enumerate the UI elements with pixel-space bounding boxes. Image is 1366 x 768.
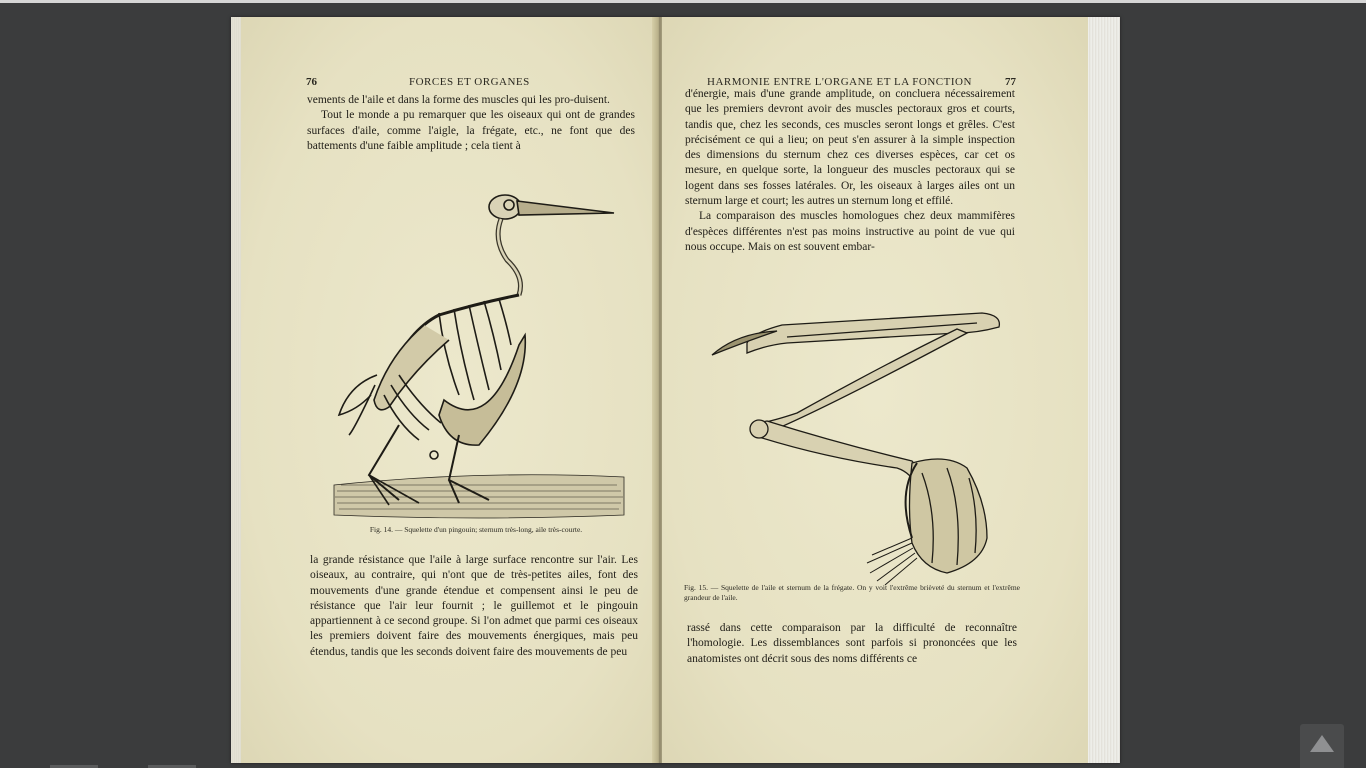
running-head: FORCES ET ORGANES [409,76,530,88]
paragraph: d'énergie, mais d'une grande amplitude, on concluera nécessairement que les premiers devront avoir des muscles pectoraux gros et courts, tandis que, chez les seconds, ces muscles seront longs et grêles. C'est précisément ce qui a lieu; on peut s'en assurer à la simple inspection des dimensions du sternum chez ces diverses espèces, car cet os mesure, en quelque sorte, la longueur des muscles pectoraux qui se logent dans ses fosses latérales. Or, les oiseaux à larges ailes ont un sternum large et court; les autres un sternum long et effilé. [685,88,1015,208]
figure-caption: Fig. 15. — Squelette de l'aile et sternum de la frégate. On y voit l'extrême brièveté du sternum et l'extrême grandeur de l'aile. [684,583,1020,602]
page-number: 76 [306,76,317,88]
paragraph: vements de l'aile et dans la forme des muscles qui les pro-duisent. [307,94,610,106]
text-bottom: rassé dans cette comparaison par la difficulté de reconnaître l'homologie. Les dissemblances sont parfois si prononcées que les anatomistes ont décrit sous des noms différents ce [687,622,1017,665]
page-edges-left [231,17,241,763]
figure-caption: Fig. 14. — Squelette d'un pingouin; sternum très-long, aile très-courte. [369,525,583,534]
right-page[interactable] [662,17,1088,763]
frigate-wing-skeleton-figure [707,293,1007,589]
paragraph: Tout le monde a pu remarquer que les oiseaux qui ont de grandes surfaces d'aile, comme l'aigle, la frégate, etc., ne font que des battements d'une faible amplitude ; cela tient à [307,109,635,152]
page-number: 77 [1005,76,1016,88]
scroll-to-top-button[interactable] [1300,724,1344,768]
left-page[interactable] [241,17,662,763]
paragraph: La comparaison des muscles homologues chez deux mammifères d'espèces différentes n'est pas moins instructive au point de vue qui nous occupe. Mais on est souvent embar- [685,210,1015,253]
text-top [307,93,635,154]
triangle-up-icon [1310,735,1334,752]
penguin-skeleton-figure [329,185,629,523]
text-bottom: la grande résistance que l'aile à large surface rencontre sur l'air. Les oiseaux, au contraire, qui n'ont que de très-petites ailes, font des mouvements d'une grande étendue et compensent ainsi le peu de résistance que l'air leur fournit ; le guillemot et le pingouin appartiennent à ce second groupe. Si l'on admet que parmi ces oiseaux les premiers doivent faire des mouvements énergiques, mais peu étendus, tandis que les seconds doivent faire des mouvements de peu [310,554,638,658]
book-viewer [0,3,1366,768]
running-head: HARMONIE ENTRE L'ORGANE ET LA FONCTION [707,76,972,88]
page-edges-right [1088,17,1120,763]
text-top [685,87,1015,255]
book-spread [231,17,1120,763]
